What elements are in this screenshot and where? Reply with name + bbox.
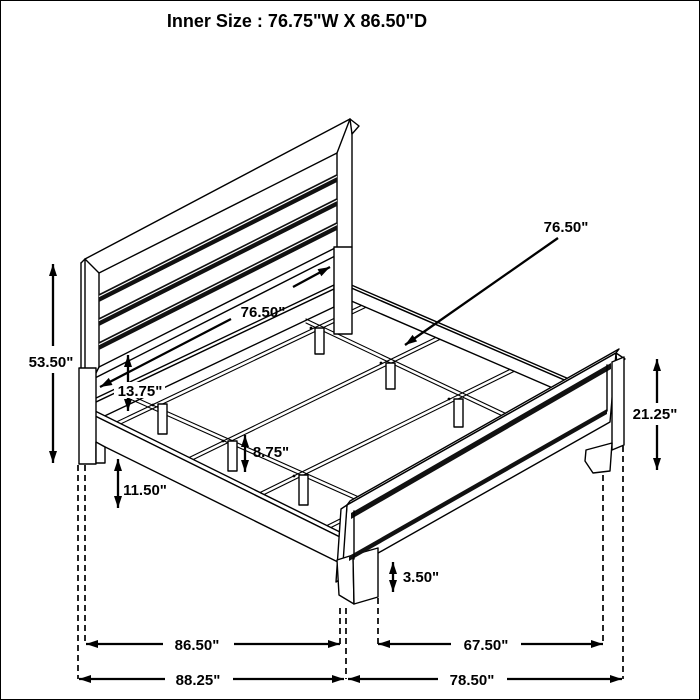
dim-label-inner-depth: 86.50" <box>174 637 220 654</box>
dim-overall-depth <box>79 672 344 689</box>
dim-footboard-height <box>633 359 678 470</box>
diagram-title: Inner Size : 76.75"W X 86.50"D <box>166 11 428 31</box>
dim-label-slat-width: 76.50" <box>543 219 589 236</box>
dim-label-footboard-foot-height: 3.50" <box>402 569 440 586</box>
dim-label-footboard-height: 21.25" <box>632 406 678 423</box>
dim-headboard-height <box>29 264 74 463</box>
footboard-right-foot <box>585 443 612 473</box>
bed-frame-diagram <box>1 1 700 700</box>
dim-inner-depth <box>86 637 340 654</box>
dim-label-headboard-height: 53.50" <box>28 354 74 371</box>
footboard-left-foot <box>337 555 354 604</box>
footboard <box>336 349 625 604</box>
dim-footboard-inner-width <box>378 637 603 654</box>
dim-footboard-foot-height <box>393 562 439 592</box>
dim-slat-width-callout <box>405 219 588 345</box>
dim-label-footboard-overall-width: 78.50" <box>449 672 495 689</box>
dim-label-footboard-inner-width: 67.50" <box>463 637 509 654</box>
dim-footboard-overall-width <box>348 672 622 689</box>
dim-label-support-leg-height: 8.75" <box>252 444 290 461</box>
dim-label-panel-gap: 13.75" <box>117 383 163 400</box>
dim-label-overall-depth: 88.25" <box>175 672 221 689</box>
headboard <box>79 119 359 464</box>
headboard-right-post <box>334 247 352 334</box>
dim-label-rail-floor-height: 11.50" <box>123 482 167 499</box>
dim-label-headboard-inner-width: 76.50" <box>240 304 286 321</box>
headboard-left-post <box>79 368 96 464</box>
footboard-right-post <box>612 357 624 450</box>
